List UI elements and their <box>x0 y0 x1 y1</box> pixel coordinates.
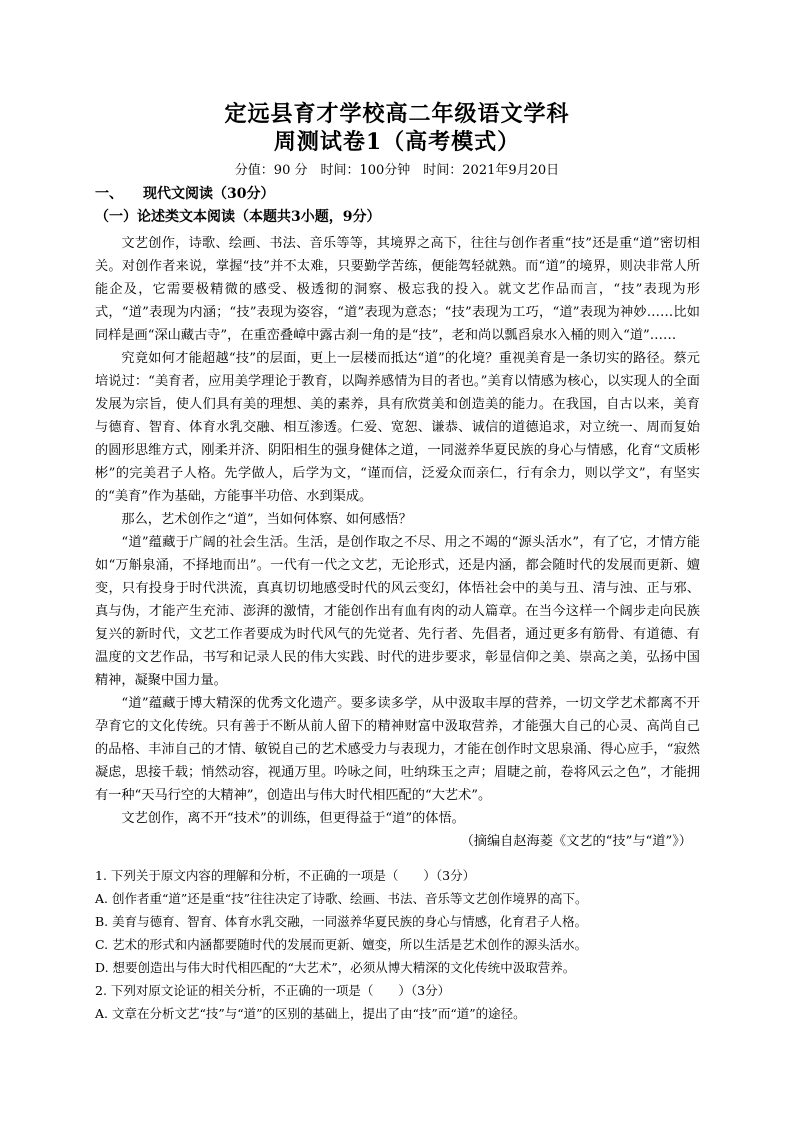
passage-source: （摘编自赵海菱《文艺的“技”与“道”》） <box>460 834 692 849</box>
section-title: 现代文阅读（30分） <box>143 186 275 202</box>
question-1-option-c: C. 艺术的形式和内涵都要随时代的发展而更新、嬗变，所以生活是艺术创作的源头活水。 <box>95 937 588 952</box>
question-1-option-b: B. 美育与德育、智育、体育水乳交融，一同滋养华夏民族的身心与情感，化育君子人格。 <box>95 914 588 929</box>
subsection-heading-argumentative: （一）论述类文本阅读（本题共3小题，9分） <box>95 209 381 225</box>
question-2-option-a: A. 文章在分析文艺“技”与“道”的区别的基础上，提出了由“技”而“道”的途径。 <box>95 1006 526 1021</box>
passage-paragraph-1: 文艺创作，诗歌、绘画、书法、音乐等等，其境界之高下，往往与创作者重“技”还是重“道”密切相关。对创作者来说，掌握“技”并不太难，只要勤学苦练，便能驾轻就熟。而“道”的境界，则决非常人所能企及，它需要极精微的感受、极透彻的洞察、极忘我的投入。就文艺作品而言，“技”表现为形式，“道”表现为内涵；“技”表现为姿容，“道”表现为意态；“技”表现为工巧，“道”表现为神妙……比如同样是画“深山藏古寺”，在重峦叠嶂中露古刹一角的是“技”，老和尚以瓢舀泉水入桶的则入“道”…… <box>95 236 700 343</box>
question-1-stem: 1. 下列关于原文内容的理解和分析，不正确的一项是（ ）（3分） <box>95 868 476 883</box>
exam-meta-info: 分值：90 分 时间：100分钟 时间：2021年9月20日 <box>234 163 560 178</box>
exam-title-line1: 定远县育才学校高二年级语文学科 <box>224 101 570 127</box>
passage-paragraph-6: 文艺创作，离不开“技术”的训练，但更得益于“道”的体悟。 <box>121 811 465 826</box>
exam-title-line2: 周测试卷1（高考模式） <box>273 129 521 155</box>
question-list <box>95 864 705 1025</box>
question-1-option-d: D. 想要创造出与伟大时代相匹配的“大艺术”，必须从博大精深的文化传统中汲取营养。 <box>95 960 576 975</box>
question-1-option-a: A. 创作者重“道”还是重“技”往往决定了诗歌、绘画、书法、音乐等文艺创作境界的高下。 <box>95 891 588 906</box>
passage-paragraph-2: 究竟如何才能超越“技”的层面，更上一层楼而抵达“道”的化境？重视美育是一条切实的路径。蔡元培说过：“美育者，应用美学理论于教育，以陶养感情为目的者也。”美育以情感为核心，以实现人的全面发展为宗旨，使人们具有美的理想、美的素养，具有欣赏美和创造美的能力。在我国，自古以来，美育与德育、智育、体育水乳交融、相互渗透。仁爱、宽恕、谦恭、诚信的道德追求，对立统一、周而复始的圆形思维方式，刚柔并济、阴阳相生的强身健体之道，一同滋养华夏民族的身心与情感，化育“文质彬彬”的完美君子人格。先学做人，后学为文，“谨而信，泛爱众而亲仁，行有余力，则以学文”，有坚实的“美育”作为基础，方能事半功倍、水到渠成。 <box>95 351 700 504</box>
question-2-stem: 2. 下列对原文论证的相关分析，不正确的一项是（ ）（3分） <box>95 983 451 998</box>
section-number: 一、 <box>95 186 123 202</box>
passage-paragraph-4: “道”蕴藏于广阔的社会生活。生活，是创作取之不尽、用之不竭的“源头活水”，有了它，才情方能如“万斛泉涌，不择地而出”。一代有一代之文艺，无论形式，还是内涵，都会随时代的发展而更新、嬗变，只有投身于时代洪流，真真切切地感受时代的风云变幻，体悟社会中的美与丑、清与浊、正与邪、真与伪，才能产生充沛、澎湃的激情，才能创作出有血有肉的动人篇章。在当今这样一个阔步走向民族复兴的新时代，文艺工作者要成为时代风气的先觉者、先行者、先倡者，通过更多有筋骨、有道德、有温度的文艺作品，书写和记录人民的伟大实践、时代的进步要求，彰显信仰之美、崇高之美，弘扬中国精神，凝聚中国力量。 <box>95 535 700 688</box>
passage-paragraph-3: 那么，艺术创作之“道”，当如何体察、如何感悟？ <box>121 512 412 527</box>
passage-paragraph-5: “道”蕴藏于博大精深的优秀文化遗产。要多读多学，从中汲取丰厚的营养，一切文学艺术都离不开孕育它的文化传统。只有善于不断从前人留下的精神财富中汲取营养，才能强大自己的心灵、高尚自己的品格、丰沛自己的才情、敏锐自己的艺术感受力与表现力，才能在创作时文思泉涌、得心应手，“寂然凝虑，思接千载；悄然动容，视通万里。吟咏之间，吐纳珠玉之声；眉睫之前，卷将风云之色”，才能拥有一种“天马行空的大精神”，创造出与伟大时代相匹配的“大艺术”。 <box>95 696 700 803</box>
section-heading-modern-reading <box>95 184 274 204</box>
reading-passage <box>95 232 700 853</box>
